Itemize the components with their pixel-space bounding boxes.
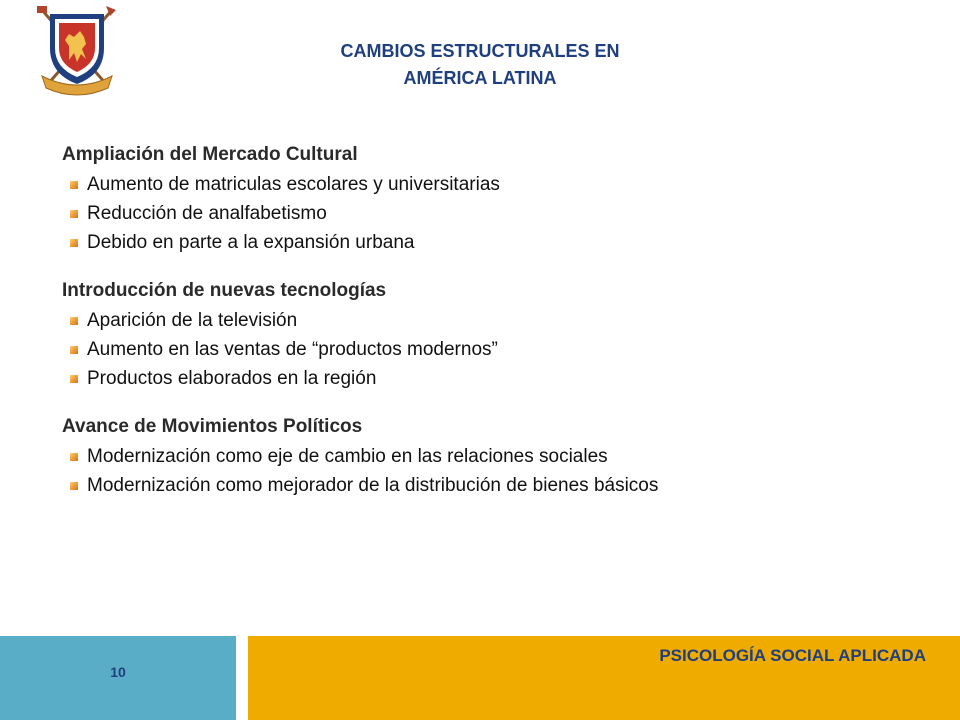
bullet-text: Reducción de analfabetismo — [87, 203, 327, 224]
square-bullet-icon — [70, 210, 78, 218]
square-bullet-icon — [70, 346, 78, 354]
bullet-item — [62, 442, 922, 471]
bullet-text: Aumento en las ventas de “productos modernos” — [87, 339, 498, 360]
bullet-text: Debido en parte a la expansión urbana — [87, 232, 415, 253]
bullet-text: Aparición de la televisión — [87, 310, 298, 331]
bullet-text: Productos elaborados en la región — [87, 368, 377, 389]
square-bullet-icon — [70, 453, 78, 461]
slide-title — [230, 38, 730, 92]
section-heading: Introducción de nuevas tecnologías — [62, 280, 387, 301]
square-bullet-icon — [70, 181, 78, 189]
section-mercado-cultural — [62, 140, 922, 257]
bullet-text: Modernización como eje de cambio en las relaciones sociales — [87, 446, 608, 467]
bullet-text: Modernización como mejorador de la distribución de bienes básicos — [87, 475, 659, 496]
square-bullet-icon — [70, 482, 78, 490]
slide-number: 10 — [110, 664, 126, 680]
bullet-item — [62, 335, 922, 364]
title-line-2: AMÉRICA LATINA — [403, 68, 557, 88]
bullet-item — [62, 199, 922, 228]
square-bullet-icon — [70, 317, 78, 325]
section-heading: Avance de Movimientos Políticos — [62, 416, 363, 437]
university-crest-icon — [36, 4, 118, 96]
section-movimientos-politicos — [62, 412, 922, 500]
footer-course-title: PSICOLOGÍA SOCIAL APLICADA — [659, 646, 926, 665]
bullet-text: Aumento de matriculas escolares y universitarias — [87, 174, 500, 195]
square-bullet-icon — [70, 375, 78, 383]
title-line-1: CAMBIOS ESTRUCTURALES EN — [340, 41, 620, 61]
bullet-item — [62, 471, 922, 500]
slide-content — [62, 140, 922, 519]
square-bullet-icon — [70, 239, 78, 247]
bullet-item — [62, 306, 922, 335]
section-heading: Ampliación del Mercado Cultural — [62, 144, 358, 165]
section-nuevas-tecnologias — [62, 276, 922, 393]
bullet-item — [62, 364, 922, 393]
bullet-item — [62, 170, 922, 199]
bullet-item — [62, 228, 922, 257]
